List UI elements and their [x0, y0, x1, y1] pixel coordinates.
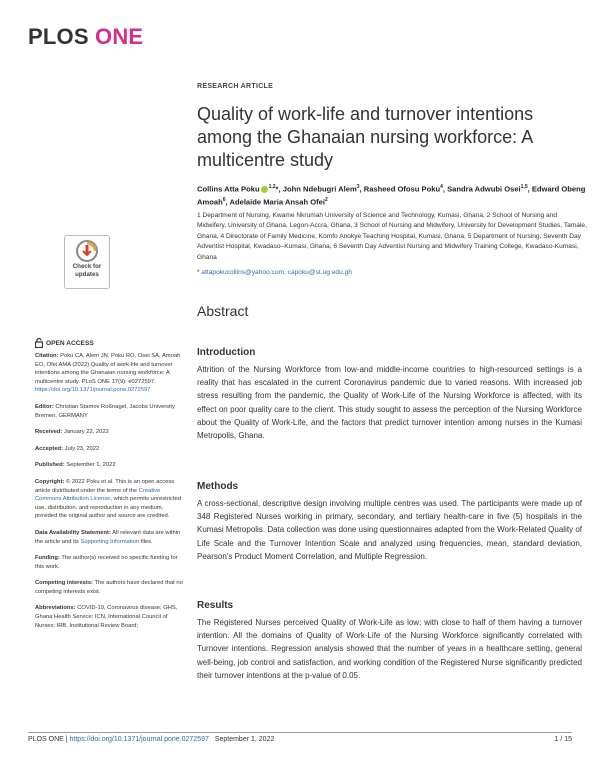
footer-separator: |: [63, 736, 70, 743]
published-label: Published:: [35, 462, 65, 469]
article-metadata-sidebar: [35, 352, 185, 638]
accepted-label: Accepted:: [35, 445, 64, 452]
logo-one: ONE: [95, 24, 144, 49]
author-affil-sup: 6: [222, 196, 226, 203]
author-affil-sup: 4: [440, 184, 443, 190]
corresponding-mark: *: [275, 184, 279, 194]
copyright-text: © 2022 Poku et al. This is an open access article distributed under the terms of the: [35, 478, 175, 494]
abbreviations-label: Abbreviations:: [35, 605, 76, 612]
orcid-icon[interactable]: [261, 186, 268, 193]
footer-journal: PLOS ONE: [28, 736, 64, 743]
correspondence-emails[interactable]: attapokucollins@yahoo.com, capoku@st.ug.edu.gh: [201, 269, 352, 276]
corresponding-mark: *: [197, 269, 200, 276]
abbreviations: [35, 604, 185, 630]
footer-doi-link[interactable]: https://doi.org/10.1371/journal.pone.0272597: [69, 736, 209, 743]
check-updates-line1: Check for: [72, 263, 102, 270]
abstract-heading: Abstract: [197, 303, 249, 319]
editor-text: Christian Stamov Roßnagel, Jacobs University Bremen, GERMANY: [35, 403, 175, 419]
author-name[interactable]: , Edward Obeng Amoah: [197, 184, 586, 207]
open-access-label: OPEN ACCESS: [46, 339, 94, 347]
author-affil-sup: 3: [356, 184, 360, 190]
received-date: January 22, 2022: [64, 429, 109, 436]
footer-divider: [28, 732, 572, 733]
author-name[interactable]: , John Ndebugri Alem: [278, 184, 357, 194]
funding-label: Funding:: [35, 555, 60, 562]
competing-interests: [35, 579, 185, 596]
introduction-text: Attrition of the Nursing Workforce from low-and middle-income countries to high-resourced settings is a reality that has escalated in the current Coronavirus pandemic due to varied reasons. With increased job stress resulting from the pandemic, the Quality of Work-Life of the Nursing Workforce is affected, with its effect on poor quality care to the client. This study sought to assess the perception of the Nursing Workforce about the Quality of Work-Life, and the factors that predict turnover intention among nurses in the Kumasi Metropolis, Ghana.: [197, 365, 582, 441]
affiliations: 1 Department of Nursing, Kwame Nkrumah University of Science and Technology, Kumasi, Ghana, 2 School of Nursing and Midwifery, University of Ghana, Legon-Accra, Ghana, 3 School of Nursing and Midwifery, University for Development Studies, Tamale, Ghana, 4 Directorate of Family Medicine, Komfo Anokye Teaching Hospital, Kumasi, Ghana, 5 Department of Nursing, Seventh Day Adventist Hospital, Kwadaso–Kumasi, Ghana, 6 Seventh Day Adventist Nursing and Midwifery Training College, Kwadaso-Kumasi, Ghana: [197, 212, 587, 261]
copyright-text-cont: , which permits unrestricted use, distribution, and reproduction in any medium, provided the original author and source are credited.: [35, 496, 181, 520]
lock-icon: [35, 338, 43, 348]
editor: [35, 403, 185, 420]
introduction-heading: Introduction: [197, 347, 256, 358]
results-text: The Registered Nurses perceived Quality of Work-Life as low; with close to half of them having a turnover intention. All the domains of Quality of Work-Life of the Nursing Workforce significantly correlated with Turnover intentions. Regression analysis showed that the number of years in a healthcare setting, general well-being, job control and satisfaction, and working condition of the Registered Nurse significantly predicted their turnover intentions at the p-value of 0.05.: [197, 618, 582, 680]
author-list: [197, 182, 587, 207]
results-heading: Results: [197, 600, 234, 611]
copyright: [35, 478, 185, 521]
published-date: September 1, 2022: [66, 462, 116, 469]
published: [35, 461, 185, 470]
data-availability-text: All relevant data are within the article and its: [35, 529, 181, 545]
received: [35, 428, 185, 437]
author-name[interactable]: , Sandra Adwubi Osei: [442, 184, 521, 194]
check-updates-line2: updates: [75, 271, 99, 278]
author-name[interactable]: Collins Atta Poku: [197, 184, 260, 194]
author-affil-sup: 2: [324, 196, 328, 203]
license-link[interactable]: Creative Commons Attribution License: [35, 487, 161, 503]
check-for-updates-badge[interactable]: [64, 235, 110, 289]
author-name[interactable]: , Rasheed Ofosu Poku: [359, 184, 441, 194]
abbreviations-text: COVID-19, Coronavirus disease; GHS, Ghana Health Service; ICN, International Council of Nurses; IRB, Institutional Review Board;: [35, 605, 178, 629]
check-updates-icon: [76, 240, 98, 262]
author-affil-sup: 1,5: [520, 184, 528, 190]
competing-interests-label: Competing interests:: [35, 580, 93, 587]
accepted-date: July 23, 2022: [64, 445, 100, 452]
methods-heading: Methods: [197, 481, 239, 492]
data-availability-text-cont: files.: [140, 538, 153, 545]
funding-text: The author(s) received no specific funding for this work.: [35, 555, 178, 570]
correspondence: [197, 269, 587, 276]
accepted: [35, 445, 185, 454]
methods-text: A cross-sectional, descriptive design involving multiple centres was used. The participants were made up of 348 Registered Nurses working in primary, secondary, and tertiary health-care in five (5) hospitals in the Kumasi Metropolis. Data collection was done using questionnaires adapted from the Work-Related Quality of Life Scale and the Turnover Intention Scale and analyzed using frequencies, mean, standard deviation, Pearson's Product Moment Correlation, and Multiple Regression.: [197, 499, 582, 561]
copyright-label: Copyright:: [35, 478, 65, 485]
page-number: 1 / 15: [554, 736, 572, 743]
citation-label: Citation:: [35, 353, 59, 359]
citation: [35, 352, 185, 395]
citation-text: Poku CA, Alem JN, Poku RO, Osei SA, Amoah EO, Ofei AMA (2022) Quality of work-life and turnover intentions among the Ghanaian nursing workforce: A multicentre study. PLoS ONE 17(9): e0272597.: [35, 353, 181, 385]
data-availability-label: Data Availability Statement:: [35, 529, 111, 536]
logo-plos: PLOS: [28, 24, 89, 49]
supporting-info-link[interactable]: Supporting Information: [80, 538, 140, 545]
footer-citation: [28, 736, 274, 743]
editor-label: Editor:: [35, 403, 54, 410]
article-title: Quality of work-life and turnover intentions among the Ghanaian nursing workforce: A multicentre study: [197, 104, 534, 170]
open-access-badge: [35, 338, 94, 348]
data-availability: [35, 529, 185, 546]
received-label: Received:: [35, 429, 63, 436]
competing-interests-text: The authors have declared that no competing interests exist.: [35, 580, 183, 595]
author-name[interactable]: , Adelaide Maria Ansah Ofei: [225, 197, 325, 207]
author-affil-sup: 1,2: [268, 184, 276, 190]
citation-doi-link[interactable]: https://doi.org/10.1371/journal.pone.0272597: [35, 387, 151, 394]
plos-one-logo[interactable]: [28, 24, 143, 50]
footer-date: September 1, 2022: [214, 736, 275, 743]
article-type: RESEARCH ARTICLE: [197, 83, 274, 90]
funding: [35, 554, 185, 571]
